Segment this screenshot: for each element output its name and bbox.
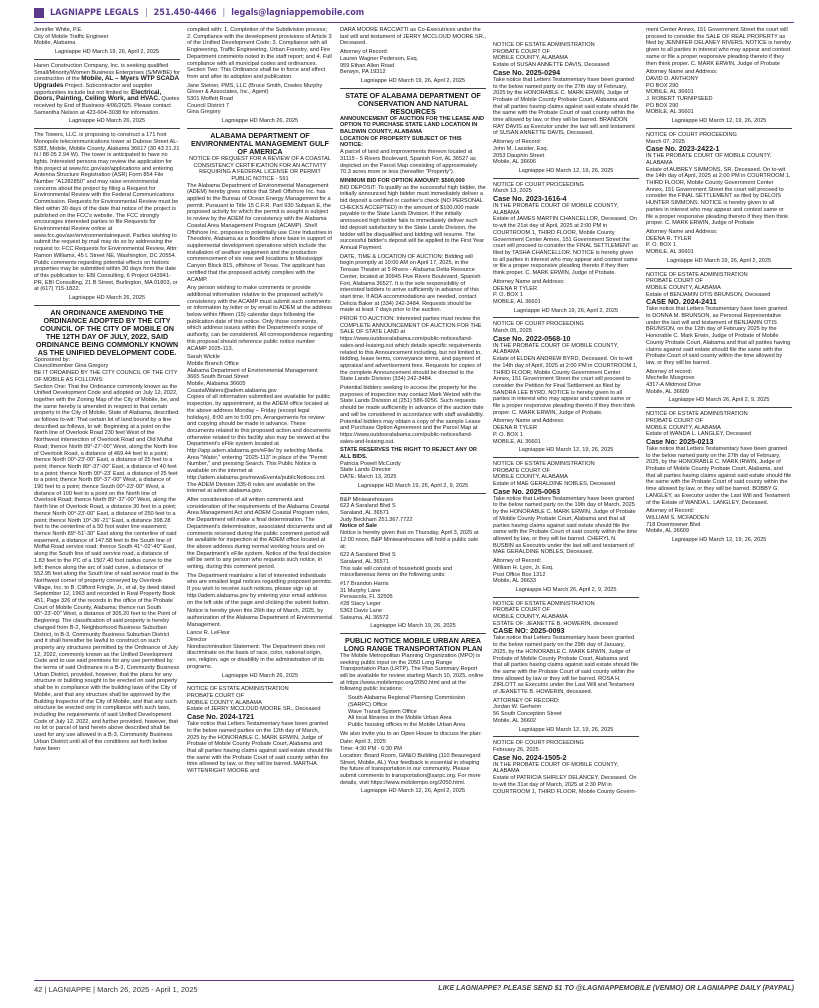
divider — [34, 305, 180, 306]
notice-heading: ALABAMA DEPARTMENT OF ENVIRONMENTAL MANAGEMENT GULF OF AMERICA — [191, 130, 329, 156]
case-number: Case No: 2025-0213 — [646, 436, 714, 446]
divider — [493, 597, 639, 598]
list-item: • All local libraries in the Mobile Urban Area — [348, 715, 486, 722]
divider — [646, 128, 792, 129]
publication-dates: Lagniappe HD March 12, 19, 26, 2025 — [671, 537, 767, 544]
divider — [187, 128, 333, 129]
legal-notice: NOTICE OF COURT PROCEEDING March 13, 2025 Case No. 2023-1616-4 IN THE PROBATE COURT OF MOBILE COUNTY, ALABAMA Estate of JAMES MARTIN CHANCELLOR, Deceased. On to-wit the 21st day of April, 2025 at 2:00 PM in COURTROOM 1, THIRD FLOOR, Mobile County Government Center Annex, 151 Government Street the court will proceed to consider the FINAL SETTLEMENT as filed by TASHA CHANCELLOR. NOTICE is hereby given to all parties in interest who may appear and contest same or file a proper responsive pleading thereto if they then think proper. C. MARK ERWIN, Judge of Probate. Attorney Name and Address: DEENA R TYLER P. O. BOX 1 MOBILE, AL 36601 Lagniappe HD March 19, 26, April 2, 2025 — [493, 181, 638, 314]
legal-notice: The Towers, LLC. is proposing to construct a 171 foot Monopole telecommunications tower at Dubose Street AL-5383, Mobile, Mobile County, Alabama 36617 (30 43 21.21 N / 88 05 2.94 W). The tower is anticipated to have no lights. Interested persons may review the application for this project at www.fcc.gov/asr/applications and entering Antenna Structure Registration (ASR) Form 854 File Number "A1282850" and may raise environmental concerns about the project by filing a Request for Environmental Review with the Federal Communications Commission. Requests for Environmental Review must be filed within 30 days of the date that notice of the project is published on the FCC's website. The FCC strongly encourages interested parties to file Requests for Environmental Review online at www.fcc.gov/asr/environmentalrequest. Parties wishing to submit the request by mail may do so by addressing the request to: FCC Requests for Environmental Review, Attn: Ramon Williams, 45 L Street NE, Washington, DC 20554. Public comments regarding potential effects on historic properties may be submitted within 30 days from the date of this publication to: EBI Consulting, 6 Project 043941-PR, EBI Consulting, 21 B Street, Burlington, MA 01803, or at (617) 715-1822. Lagniappe HD March 26, 2025 — [34, 132, 180, 302]
list-item: • South Alabama Regional Planning Commission (SARPC) Office — [348, 695, 486, 708]
legal-notice: NOTICE OF ESTATE ADMINISTRATION PROBATE COURT OF MOBILE COUNTY, ALABAMA ESTATE OF: JEANETTE B. HOWERIN, deceased CASE NO: 2025-0093 Take notice that Letters Testamentary have been granted to the below named party on the 29th day of January, 2025, by the HONORABLE C. MARK ERWIN, Judge of Probate of Mobile County Probate Court, Alabama and that all parties having claims against said estate should file the same with the Probate Court of said county within the time allowed by law or they will be barred. ROSA H. ZIRLOTT as Executrix under the Last Will and Testament of JEANETTE B. HOWERIN, deceased. ATTORNEY OF RECORD: Jordan W. Gerheim 56 South Conception Street Mobile, AL 36602 Lagniappe HD March 12, 19, 26, 2025 — [493, 600, 639, 733]
column-2 — [187, 27, 333, 972]
divider — [340, 493, 486, 494]
column-4 — [493, 27, 639, 972]
footer-promo: LIKE LAGNIAPPE? PLEASE SEND $1 TO @LAGNIAPPEMOBILE (VENMO) OR LAGNIAPPE DAILY (PAYPAL) — [438, 985, 794, 992]
legal-notice: NOTICE OF COURT PROCEEDING February 26, 2025 Case No. 2024-1505-2 IN THE PROBATE COURT OF MOBILE COUNTY, ALABAMA Estate of PATRICIA SHIRLEY DELANCEY, Deceased. On to-wit the 31st day of March, 2025 at 2:30 PM in COURTROOM 1, THIRD FLOOR, Mobile County Govern- — [493, 740, 639, 795]
legal-notice: NOTICE OF ESTATE ADMINISTRATION PROBATE COURT OF MOBILE COUNTY, ALABAMA Estate of MAE GERALDINE NOBLES, Deceased Case No. 2025-0063 Take notice that Letters Testamentary have been granted to the below named party on the 19th day of March, 2025 by the HONORABLE C. MARK ERWIN, Judge of Probate of Mobile County Probate Court, Alabama and that all parties having claims against said estate should file the same with the Probate Court of said county within the time allowed by law, or they will be barred. CHERYL N. BUSBIN as Executrix under the last will and testament of MAE GERALDINE NOBLES, Deceased. Attorney of Record: William H. Lyon, Jr. Esq. Post Office Box 1312 Mobile, AL 36633 Lagniappe HD March 26, April 2, 9, 2025 — [493, 460, 638, 593]
publication-dates: Lagniappe HD March 12, 19, 26, 2025 — [671, 118, 767, 125]
publication-dates: Lagniappe HD March 26, April 2, 9, 2025 — [668, 397, 770, 404]
list-item: • Public housing offices in the Mobile Urban Area — [348, 722, 486, 729]
publication-dates: Lagniappe HD March 12, 26, April 2, 2025 — [360, 788, 466, 795]
column-3 — [340, 27, 486, 972]
notice-heading: PUBLIC NOTICE MOBILE URBAN AREA LONG RANGE TRANSPORTATION PLAN — [343, 635, 483, 653]
legal-notice: B&P Miniwarehouses 622 A Saraland Blvd S Saraland, AL 36571 Judy Beckham 251.367.7722 Notice of Sale Notice is hereby given that on Thursday, April 3, 2025 at 12:00 noon, B&P Miniwarehouses will hold a public sale at: 622 A Saraland Blvd S Saraland, AL 36571 This sale will consist of household goods and miscellaneous items on the following units: #17 Brandon Harris 31 Murphy Lane Pensacola, FL 32505 #28 Stacy Leger 5363 Davis Lane Satsuma, AL 36572 Lagniappe HD March 19, 26, 2025 — [340, 497, 486, 630]
notice-heading: STATE OF ALABAMA DEPARTMENT OF CONSERVATION AND NATURAL RESOURCES — [345, 90, 481, 116]
publication-dates: Lagniappe HD March 26, April 2, 9, 2025 — [515, 586, 617, 593]
publication-dates: Lagniappe HD March 12, 19, 26, 2025 — [518, 167, 614, 174]
case-number: CASE NO: 2025-0093 — [493, 626, 565, 636]
header-phone: 251.450-4466 — [153, 8, 217, 18]
case-number: Case No. 2024-1721 — [187, 712, 255, 722]
publication-dates: Lagniappe HD March 12, 19, 26, 2025 — [518, 447, 614, 454]
footer-folio: 42 | LAGNIAPPE | March 26, 2025 - April 1, 2025 — [34, 985, 198, 994]
column-1 — [34, 27, 180, 972]
divider — [646, 268, 792, 269]
divider — [340, 88, 486, 89]
legal-notice: NOTICE OF COURT PROCEEDING March 07, 2025 Case No. 2023-2422-1 IN THE PROBATE COURT OF MOBILE COUNTY, ALABAMA Estate of AUBREY SIMMONS, SR, Deceased. On to-wit the 14th day of April, 2025 at 2:00 PM in COURTROOM 1, THIRD FLOOR, Mobile County Government Center Annex, 151 Government Street the court will proceed to consider the FINAL SETTLEMENT as filed by DELOIS HUNTER SIMMONS. NOTICE is hereby given to all parties in interest who may appear and contest same or file a proper responsive pleading thereto if they then think proper. C. MARK ERWIN, Judge of Probate Attorney Name and Address: DEENA R. TYLER P. O. BOX 1 MOBILE, AL 36601 Lagniappe HD March 19, 26, April 2, 2025 — [646, 131, 791, 264]
publication-dates: Lagniappe HD March 26, 2025 — [68, 118, 146, 125]
publication-dates: Lagniappe HD March 26, 2025 — [68, 295, 146, 302]
divider — [493, 457, 639, 458]
divider — [493, 178, 639, 179]
divider — [34, 128, 180, 129]
case-number: CASE NO. 2024-2411 — [646, 297, 717, 307]
case-number: Case No. 2023-1616-4 — [493, 194, 567, 204]
case-number: Case No. 2022-0568-10 — [493, 333, 571, 343]
divider — [493, 317, 639, 318]
publication-dates: Lagniappe HD March 19, 26, April 2, 2025 — [360, 77, 466, 84]
publication-dates: Lagniappe HD March 26, 2025 — [221, 672, 299, 679]
legal-notice: STATE OF ALABAMA DEPARTMENT OF CONSERVATION AND NATURAL RESOURCES ANNOUNCEMENT OF AUCTION FOR THE LEASE AND OPTION TO PURCHASE STATE LAND LOCATION IN BALDWIN COUNTY, ALABAMA LOCATION OF PROPERTY SUBJECT OF THIS NOTICE: A parcel of land and improvements thereon located at 31115 - 5 Rivers Boulevard, Spanish Fort, AL 36527 as depicted on the Parcel Map consisting of approximately 70.3 acres more or less (hereafter "Property"). MINIMUM BID FOR OPTION AMOUNT: $500,000 BID DEPOSIT: To qualify as the successful high bidder, the initially announced high bidder must immediately deliver a bid deposit a certified or cashier's check (NO PERSONAL CHECKS ACCEPTED) in the amount of $100,000 made payable to the State Lands Division. If the initially announced high bidder fails to immediately deliver such bid deposit satisfactory to the State Lands Division, the bidder will be disqualified and bidding will resume. The successful bidder's deposit will be applied to the First Year Annual Payment. DATE, TIME & LOCATION OF AUCTION: Bidding will begin promptly at 10:00 AM on April 17, 2025, in the Tensaw Theater at 5 Rivers - Alabama Delta Resource Center, located at 30945 Five Rivers Boulevard, Spanish Fort, Alabama 36527. It is the sole responsibility of interested bidders to arrive sufficiently in advance of this start time. If ADA accommodations are needed, contact Delicia Baker at (334) 242-3484. Requests should be made at least 7 days prior to the auction. PRIOR TO AUCTION: Interested parties must review the COMPLETE ANNOUNCEMENT OF AUCTION FOR THE SALE OF STATE LAND at https://www.outdooralabama.com/public-notices/land-sales-and-leasing.out which details specific requirements related to this Announcement including, but not limited to, bidding, lease terms, conveyance terms, and payment of appraisal and advertisement fees. Requests for copies of the complete Announcement should be directed to the State Lands Division (334) 242-3484. Potential bidders seeking to access the property for the purposes of inspection may contact Mark Wetzel with the State Lands Division at (251) 586-9256. Such requests should be made sufficiently in advance of the auction date and will be considered in accordance with staff availability. Potential bidders may obtain a copy of the sample Lease and Purchase Option Agreement and the Parcel Map at https://www.outdooralabama.com/public-notices/land-sales-and-leasing.out. STATE RESERVES THE RIGHT TO REJECT ANY OR ALL BIDS. Patricia Powell McCurdy State Lands Director DATE: March 13, 2025 Lagniappe HD March 19, 26, April 2, 9, 2025 — [340, 90, 486, 489]
legal-notice: NOTICE OF COURT PROCEEDING March 05, 2025 Case No. 2022-0568-10 IN THE PROBATE COURT OF MOBILE COUNTY, ALABAMA Estate of ELDEN ANDREW BYRD, Deceased. On to-wit the 14th day of April, 2025 at 2:00 PM in COURTROOM 1, THIRD FLOOR, Mobile County Government Center Annex, 151 Government Street the court will proceed to consider the Petition for Final Settlement as filed by SANDRA LEE BYRD. NOTICE is hereby given to all parties in interest who may appear and contest same or file a proper responsive pleading thereto if they then think proper. C. MARK ERWIN, Judge of Probate. Attorney Name and Address: DEENA R TYLER P. O. BOX 1 MOBILE, AL 36601 Lagniappe HD March 12, 19, 26, 2025 — [493, 321, 638, 454]
legal-notice: Haren Construction Company, Inc. is seeking qualified Small/Minority/Women Business Enterprises (S/MWBE) for construction of the Mobile, AL – Myers WTP SCADA Upgrades Project. Subcontractor and supplier opportunities include but not limited to: Electrical, Doors, Painting, Ceiling Work, and HVAC. Quotes received by End of Business 4/06/2025. Please contact Samantha Nelson at 423-604-3038 for information. Lagniappe HD March 26, 2025 — [34, 62, 180, 125]
divider — [34, 59, 180, 60]
publication-dates: Lagniappe HD March 26, 2025 — [221, 118, 299, 125]
section-title: LAGNIAPPE LEGALS — [50, 8, 139, 18]
header-email[interactable]: legals@lagniappemobile.com — [231, 8, 365, 18]
column-5 — [646, 27, 792, 972]
page-header: LAGNIAPPE LEGALS | 251.450-4466 | legals@lagniappemobile.com — [34, 5, 794, 21]
case-number: Case No. 2023-2422-1 — [646, 144, 720, 154]
legal-notice: ALABAMA DEPARTMENT OF ENVIRONMENTAL MANAGEMENT GULF OF AMERICA NOTICE OF REQUEST FOR A REVIEW OF A COASTAL CONSISTENCY CERTIFICATION FOR AN ACTIVITY REQUIRING A FEDERAL LICENSE OR PERMIT PUBLIC NOTICE - 591 The Alabama Department of Environmental Management (ADEM) hereby gives notice that Shell Offshore Inc. has applied to the Bureau of Ocean Energy Management for a permit. Pursuant to Title 15 C.F.R. Part 930 Subpart E, the proposed activity for which the permit is sought is subject to review by the ADEM for consistency with the Alabama Coastal Area Management Program (ACAMP). Shell Offshore Inc. proposes to potentially use Core Industries in Theodore, Alabama as a floodline shore base in support of supplemental development operations which include the installation of seafloor equipment and the production commencement of six new well locations in Mississippi Canyon Block 815, offshore of Texas. The applicant has certified that the proposed activity complies with the ACAMP. Any person wishing to make comments or provide additional information relative to the proposed activity's consistency with the ACAMP must submit such comments or information by letter or by email to ADEM at the address below within fifteen (15) calendar days following the publication date of this notice. Only those comments, which address issues within the Department's scope of authority, can be considered. All correspondence regarding this proposal should reference public notice number ACAMP 2025-113. Sarah Wickle Mobile Branch Office Alabama Department of Environmental Management 3665 South Broad Street Mobile, Alabama 36605 CoastalWaters@adem.alabama.gov Copies of all information submitted are available for public inspection, by appointment, at the ADEM office located at the above address Monday – Friday (except legal holidays), 8:00 am to 5:00 pm. Arrangements for review and copying should be made in advance. These documents related to this proposed action and documents otherwise related to this facility also may be viewed at the Department's eFile system located at http://app.adem.alabama.gov/eFile/ by selecting Media Area "Water," entering "2025-113" in place of the "Permit Number," and pressing Search. This Public Notice is available on the internet at http://adem.alabama.gov/newsEvents/publicNotices.cnt. The ADEM Division 335-8 rules are available on the internet at adem.alabama.gov. After consideration of all written comments and consideration of the requirements of the Alabama Coastal Area Management Act and ADEM Coastal Program rules, the Department will make a final determination. The Department's determination, associated documents and all comments received during the public comment period will be available for inspection at the ADEM office located at the above address during normal working hours and on the Department's eFile system. Notice of the final decision will be sent to any person who requests such notice, in writing, during this comment period. The Department maintains a list of interested individuals who are emailed legal notices regarding proposed permits. If you wish to receive such notices, please sign up at http://adem.alabama.gov by entering your email address on the left side of the page and clicking the submit button. Notice is hereby given this 26th day of March, 2025, by authorization of the Alabama Department of Environmental Management. Lance R. LeFleur Director Nondiscrimination Statement: The Department does not discriminate on the basis of race, color, national origin, sex, religion, age or disability in the administration of its programs. Lagniappe HD March 26, 2025 — [187, 130, 333, 679]
legal-notice: PUBLIC NOTICE MOBILE URBAN AREA LONG RANGE TRANSPORTATION PLAN The Mobile Metropolitan Planning Organization (MPO) is seeking public input on the 2050 Long Range Transportation Plan (LRTP). The Plan Summary Report will be available for review starting March 10, 2025, online at https://www.mobilempo.org/2050.html and at the following public locations: • South Alabama Regional Planning Commission (SARPC) Office • Wave Transit System Office • All local libraries in the Mobile Urban Area • Public housing offices in the Mobile Urban Area We also invite you to an Open House to discuss the plan: Date: April 3, 2025 Time: 4:30 PM - 6:30 PM Location: Board Room, GM&O Building (110 Beauregard Street, Mobile, AL) Your feedback is essential in shaping the future of transportation in our community. Please submit comments to transportation@sarpc.org. For more details, visit https://www.mobilempo.org/2050.html. Lagniappe HD March 12, 26, April 2, 2025 — [340, 637, 486, 795]
legal-notice: ment Center Annex, 151 Government Street the court will proceed to consider the SALE OF REAL PROPERTY as filed by JENNIFER DELANEY RIVERS. NOTICE is hereby given to all parties in interest who may appear and contest same or file a proper responsive pleading thereto if they then think proper. C. MARK ERWIN, Judge of Probate Attorney Name and Address: DAVID D. ANTHONY PO BOX 290 MOBILE, AL 36601 J. ROBERT TURNIPSEED PO BOX 290 MOBILE, AL 36601 Lagniappe HD March 12, 19, 26, 2025 — [646, 27, 792, 125]
legal-notice: NOTICE OF ESTATE ADMINISTRATION PROBATE COURT OF MOBILE COUNTY, ALABAMA Estate of SUSAN ANNETTE DAVIS, Deceased Case No. 2025-0294 Take notice that Letters Testamentary have been granted to the below named party on the 27th day of February, 2025 by the HONORABLE C. MARK ERWIN, Judge of Probate of Mobile County Probate Court, Alabama and that all parties having claims against said estate should file the same with the Probate Court of said county within the time allowed by law, or they will be barred. BRANDON RAY DAVIS as Executor under the last will and testament of SUSAN ANNETTE DAVIS, Deceased. Attorney of Record: John M. Lassiter, Esq. 2053 Dauphin Street Mobile, AL 36606 Lagniappe HD March 12, 19, 26, 2025 — [493, 42, 639, 174]
legal-notice: Jennifer White, P.E. City of Mobile Traffic Engineer Mobile, Alabama Lagniappe HD March 19, 26, April 2, 2025 — [34, 27, 180, 56]
case-number: Case No. 2025-0063 — [493, 486, 561, 496]
legal-notice: NOTICE OF ESTATE ADMINISTRATION PROBATE COURT OF MOBILE COUNTY, ALABAMA Estate of BENJAMIN OTIS BRUNSON, Deceased CASE NO. 2024-2411 Take notice that Letters Testamentary have been granted to DONNA M. BRUNSON, as Personal Representative under the last will and testament of BENJAMIN OTIS BRUNSON, on the 12th day of February 2025 by the Honorable C. Mark Erwin, Judge of Probate of Mobile County Probate Court, Alabama and that all parties having claims against said estate should file the same with the Probate Court of said county within the time allowed by law, or they will be barred. Attorney of record: Mechelle Musgrove 4317-A Midmost Drive Mobile, AL 36609 Lagniappe HD March 26, April 2, 9, 2025 — [646, 271, 791, 404]
publication-dates: Lagniappe HD March 12, 19, 26, 2025 — [518, 726, 614, 733]
divider — [340, 633, 486, 634]
publication-dates: Lagniappe HD March 19, 26, 2025 — [370, 623, 456, 630]
publication-dates: Lagniappe HD March 19, 26, April 2, 9, 2025 — [357, 482, 469, 489]
section-square-icon — [34, 8, 44, 18]
legal-columns — [34, 27, 792, 972]
case-number: Case No. 2024-1505-2 — [493, 752, 567, 762]
list-item: • Wave Transit System Office — [348, 709, 486, 716]
legal-notice: NOTICE OF ESTATE ADMINISTRATION PROBATE COURT OF MOBILE COUNTY, ALABAMA Estate of WANDA L. LANGLEY, Deceased Case No: 2025-0213 Take notice that Letters Testamentary have been granted to the below named party on the 27th day of February, 2025, by the HONORABLE C. MARK IRWIN, Judge of Probate of Mobile County Probate Court, Alabama, and that all parties having claims against said estate should file the same with the Probate Court of said county within the time allowed by law, or they will be barred. BOBBY G. LANGLEY, as Executor under the Last Will and Testament of the Estate of WANDA L. LANGLEY, Deceased. Attorney of Record: WILLIAM S. MCFADDEN 718 Downtowner Blvd Mobile, AL 36609 Lagniappe HD March 12, 19, 26, 2025 — [646, 411, 792, 544]
legal-notice: complied with: 1. Completion of the Subdivision process; 2. Compliance with the development provisions of Article 3 of the Unified Development Code; 3. Compliance with all Engineering, Traffic Engineering, Urban Forestry, and Fire Department comments noted in the staff report; and 4. Full compliance with all municipal codes and ordinances. Section Two: This Ordinance shall be in force and effect from and after its adoption and publication. Jane Steiner, PMS, LLC (Bruce Smith, Cowles Murphy Glover & Associates, Inc., Agent) 5301 Moffett Road Council District 7 Gina Gregory Lagniappe HD March 26, 2025 — [187, 27, 332, 125]
page-footer — [34, 980, 794, 999]
publication-dates: Lagniappe HD March 19, 26, April 2, 2025 — [54, 49, 160, 56]
divider — [646, 407, 792, 408]
legal-notice: AN ORDINANCE AMENDING THE ORDINANCE ADOPTED BY THE CITY COUNCIL OF THE CITY OF MOBILE ON THE 12TH DAY OF JULY, 2022, SAID ORDINANCE BEING COMMONLY KNOWN AS THE UNIFIED DEVELOPMENT CODE. Sponsored by: Councilmember Gina Gregory BE IT ORDAINED BY THE CITY COUNCIL OF THE CITY OF MOBILE AS FOLLOWS: Section One: That the Ordinance commonly known as the Unified Development Code and adopted on July 12, 2022, together with the Zoning Map of the City of Mobile, be, and the same hereby is amended in respect to that certain property in the City of Mobile, State of Alabama, described as follows to-wit: That certain lot of land bound by a line described as follows, to wit: Beginning at a point on the North line of Overlook Road 230 feet West of the Northwest intersection of Overlook Road and Old Muffat Road; thence North 89°-27'-00" West, along the North line of Overlook Road, a distance of 469.44 feet to a point; thence North 00°-23'-00" East, a distance of 25 feet to a point; thence North 89°-37'-00" East, a distance of 40 feet to a point; thence North 00°-23' East, a distance of 25 feet to a point; thence North 89°-37'-00" West, a distance of 190 feet to a point; thence South 00°-23'-00" West, a distance of 100 feet to a point on the North line of Overlook Road; thence North 89°-37'-00" West, along the North line of Overlook Road, a distance 30 feet to a point; thence North 00°-23'-00" East, a distance of 250 feet to a point; thence North 10°-36'-21" East, a distance 398.28 feet to the centerline of a 50 foot water line easement; thence North 89°-51'-30" East along the centerline of said easement, a distance of 147.58 feet to the South line of Moffat Road service road; thence South 41°-02'-40" East, along the South line of said service road, a distance of 1.83 feet to the PC of a 1507.40 foot radius curve to the left; thence along the arc of said curve, a distance of 552.95 feet along the South line of said service road to the Northwest corner of property conveyed by Overlook Village, Inc. to B. Clifford Fringle, Jr., et al, by deed dated September 12, 1963 and recorded in Real Property Book 451, Page 326 of the records in the office of the Probate Court of Mobile County, Alabama; thence run South 00°-23'-00" West, a distance of 305.20 feet to the Point of Beginning. The classification of said property is hereby changed from B-2, Neighborhood Business Suburban District, to B-3, Community Business Suburban District and it shall hereafter be lawful to construct on such property any structures permitted by the Ordinance of July 12, 2022, commonly known as the Unified Development Code and to use said premises for any use permitted by the terms of said Ordinance in a B-3, Community Business Urban District, provided, however, that the plans for any structure or building sought to be erected on said property shall be in compliance with the building laws of the City of Mobile, and that any structure shall be approved by the Building Inspector of the City of Mobile, and that any such structure be erected only in compliance with such laws, including the requirements of said Unified Development Code of July 12, 2022, and further provided, however, that no lot or parcel of land herein above described shall be used for any use allowed in a B-3, Community Business Urban District until all of the conditions set forth below have been — [34, 307, 180, 752]
notice-heading: AN ORDINANCE AMENDING THE ORDINANCE ADOPTED BY THE CITY COUNCIL OF THE CITY OF MOBILE ON THE 12TH DAY OF JULY, 2022, SAID ORDINANCE BEING COMMONLY KNOWN AS THE UNIFIED DEVELOPMENT CODE. — [35, 307, 179, 357]
divider — [493, 736, 639, 737]
legal-notice: NOTICE OF ESTATE ADMINISTRATION PROBATE COURT OF MOBILE COUNTY, ALABAMA Estate of JERRY MCCLOUD MOORE SR., Deceased Case No. 2024-1721 Take notice that Letters Testamentary have been granted to the below named parties on the 12th day of March, 2025 by the HONORABLE C. MARK ERWIN, Judge of Probate of Mobile County Probate Court, Alabama and that all parties having claims against said estate should file the same with the Probate Court of said county within the time allowed by law, or they will be barred. MARTHA WITTENRIGHT MOORE and — [187, 686, 333, 775]
publication-dates: Lagniappe HD March 19, 26, April 2, 2025 — [513, 307, 619, 314]
publication-dates: Lagniappe HD March 19, 26, April 2, 2025 — [666, 257, 772, 264]
case-number: Case No. 2025-0294 — [493, 67, 561, 77]
header-rule — [34, 22, 794, 23]
divider — [187, 682, 333, 683]
location-list — [348, 695, 486, 729]
legal-notice: DARA MOORE RACCIATTI as Co-Executrices under the last will and testament of JERRY MCCLOUD MOORE SR., Deceased. Attorney of Record: Lauren Wagner Pederson, Esq. 959 Ethan Allen Road Berwyn, PA 19312 Lagniappe HD March 19, 26, April 2, 2025 — [340, 27, 486, 84]
